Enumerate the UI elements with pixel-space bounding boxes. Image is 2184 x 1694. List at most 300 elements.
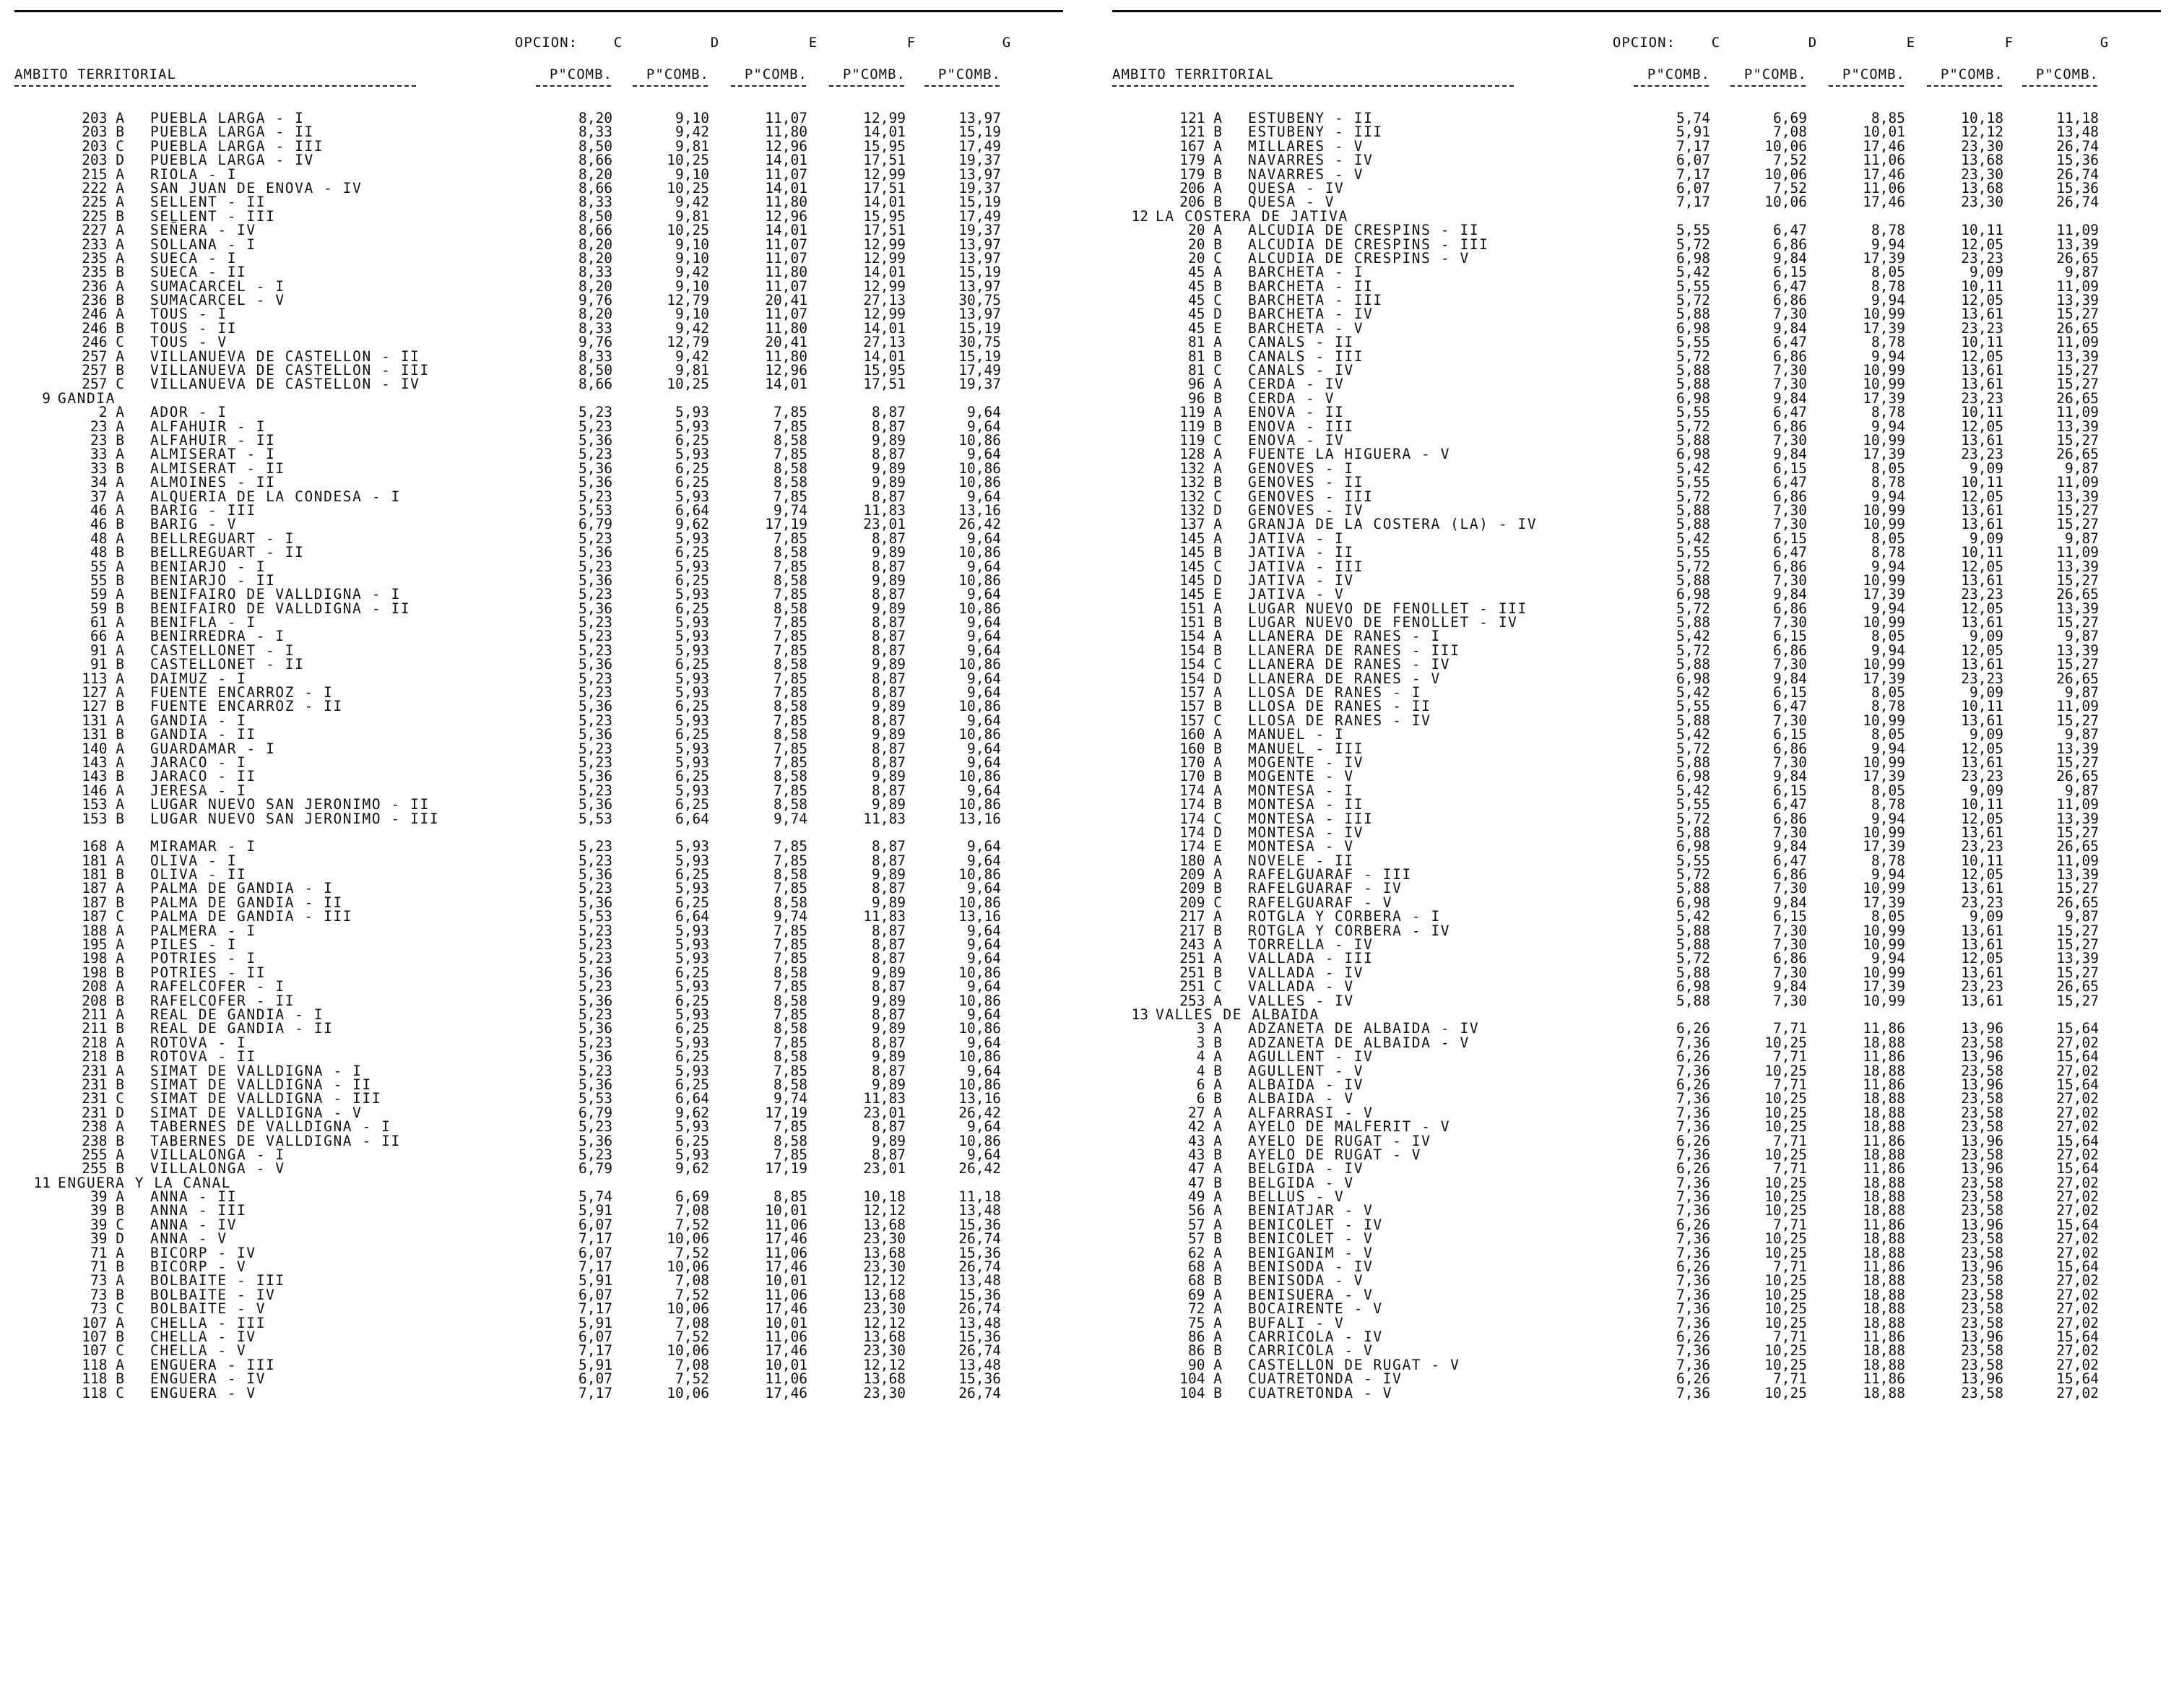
row-name: BENIFLA - I bbox=[150, 614, 256, 631]
value-c: 5,88 bbox=[1676, 376, 1710, 393]
value-e: 8,58 bbox=[774, 656, 807, 673]
value-e: 7,85 bbox=[774, 852, 807, 869]
value-e: 11,07 bbox=[765, 110, 807, 126]
value-c: 6,98 bbox=[1676, 249, 1710, 267]
value-f: 13,96 bbox=[1961, 1160, 2003, 1177]
value-e: 18,88 bbox=[1863, 1104, 1905, 1121]
value-g: 17,49 bbox=[958, 207, 1001, 225]
value-e: 10,99 bbox=[1863, 922, 1905, 939]
value-c: 5,36 bbox=[578, 1076, 612, 1093]
row-name: VALLADA - III bbox=[1248, 950, 1374, 967]
value-e: 8,05 bbox=[1871, 530, 1905, 547]
row-number: 251 bbox=[1179, 964, 1205, 981]
value-g: 9,64 bbox=[967, 586, 1001, 603]
row-number: 145 bbox=[1179, 558, 1205, 575]
value-g: 26,65 bbox=[2056, 446, 2099, 463]
row-name: ALMISERAT - II bbox=[150, 459, 285, 477]
value-g: 13,39 bbox=[2056, 866, 2099, 883]
row-name: CASTELLONET - II bbox=[150, 656, 305, 673]
row-number: 37 bbox=[90, 488, 108, 505]
value-c: 6,98 bbox=[1676, 768, 1710, 785]
row-letter: B bbox=[1213, 389, 1222, 407]
row-name: JERESA - I bbox=[150, 782, 247, 799]
row-number: 39 bbox=[90, 1216, 108, 1233]
value-f: 9,89 bbox=[872, 459, 906, 477]
value-e: 8,58 bbox=[774, 571, 807, 589]
value-g: 27,02 bbox=[2056, 1188, 2099, 1206]
value-c: 6,79 bbox=[578, 516, 612, 533]
value-d: 5,93 bbox=[675, 586, 709, 603]
value-f: 14,01 bbox=[863, 124, 906, 141]
value-d: 10,06 bbox=[1764, 165, 1807, 183]
row-number: 153 bbox=[82, 796, 108, 813]
value-c: 8,20 bbox=[578, 306, 612, 323]
row-number: 198 bbox=[82, 950, 108, 967]
value-g: 10,86 bbox=[958, 1048, 1001, 1066]
value-f: 13,61 bbox=[1961, 656, 2003, 673]
row-letter: B bbox=[1213, 347, 1222, 365]
row-letter: A bbox=[1213, 1202, 1222, 1219]
value-d: 7,30 bbox=[1773, 992, 1807, 1009]
value-c: 7,36 bbox=[1676, 1314, 1710, 1331]
value-c: 5,23 bbox=[578, 446, 612, 463]
row-name: QUESA - IV bbox=[1248, 179, 1345, 196]
row-name: BENIRREDRA - I bbox=[150, 628, 285, 645]
value-c: 8,50 bbox=[578, 362, 612, 379]
value-d: 6,64 bbox=[675, 501, 709, 519]
row-name: GUARDAMAR - I bbox=[150, 740, 276, 757]
value-f: 8,87 bbox=[872, 614, 906, 631]
table-row bbox=[1112, 265, 2167, 279]
row-name: JATIVA - V bbox=[1248, 586, 1345, 603]
row-letter: A bbox=[1213, 1132, 1222, 1149]
value-e: 12,96 bbox=[765, 137, 807, 155]
row-letter: B bbox=[116, 698, 124, 715]
value-f: 15,95 bbox=[863, 137, 906, 155]
value-c: 6,79 bbox=[578, 1160, 612, 1177]
row-number: 154 bbox=[1179, 641, 1205, 659]
value-f: 13,61 bbox=[1961, 936, 2003, 954]
value-g: 13,97 bbox=[958, 235, 1001, 253]
value-g: 13,97 bbox=[958, 277, 1001, 295]
value-e: 11,86 bbox=[1863, 1258, 1905, 1276]
row-letter: A bbox=[1213, 908, 1222, 925]
value-d: 10,25 bbox=[1764, 1272, 1807, 1289]
row-name: SIMAT DE VALLDIGNA - V bbox=[150, 1104, 363, 1121]
value-d: 6,25 bbox=[675, 894, 709, 911]
table-row bbox=[1112, 545, 2167, 559]
value-c: 5,42 bbox=[1676, 782, 1710, 799]
table-row bbox=[14, 699, 1069, 713]
value-f: 23,23 bbox=[1961, 586, 2003, 603]
value-c: 5,36 bbox=[578, 1132, 612, 1149]
row-number: 257 bbox=[82, 362, 108, 379]
value-c: 7,17 bbox=[1676, 137, 1710, 155]
row-letter: A bbox=[1213, 1258, 1222, 1276]
value-f: 12,05 bbox=[1961, 418, 2003, 435]
row-name: GENOVES - IV bbox=[1248, 501, 1364, 519]
row-letter: B bbox=[1213, 235, 1222, 253]
table-row bbox=[14, 1092, 1069, 1105]
option-d: D bbox=[1808, 35, 1818, 51]
value-e: 17,39 bbox=[1863, 838, 1905, 855]
row-name: LLOSA DE RANES - I bbox=[1248, 684, 1422, 701]
value-f: 23,30 bbox=[863, 1342, 906, 1360]
value-f: 11,83 bbox=[863, 501, 906, 519]
ambito-label: AMBITO TERRITORIAL bbox=[1112, 66, 1274, 82]
row-number: 20 bbox=[1188, 222, 1205, 239]
value-g: 26,65 bbox=[2056, 894, 2099, 911]
row-number: 57 bbox=[1188, 1216, 1205, 1233]
left-page bbox=[14, 0, 1069, 1694]
row-name: ANNA - V bbox=[150, 1230, 228, 1248]
row-name: PUEBLA LARGA - III bbox=[150, 137, 324, 155]
table-row bbox=[1112, 1230, 2167, 1248]
table-row bbox=[1112, 1342, 2167, 1360]
value-c: 5,23 bbox=[578, 488, 612, 505]
value-c: 5,23 bbox=[578, 712, 612, 729]
row-number: 3 bbox=[1196, 1020, 1205, 1037]
row-name: FUENTE LA HIGUERA - V bbox=[1248, 446, 1451, 463]
value-f: 13,68 bbox=[1961, 152, 2003, 169]
value-d: 7,71 bbox=[1773, 1258, 1807, 1276]
value-c: 5,36 bbox=[578, 964, 612, 981]
option-g: G bbox=[1002, 35, 1012, 51]
value-d: 6,86 bbox=[1773, 600, 1807, 617]
value-d: 7,08 bbox=[675, 1202, 709, 1219]
value-e: 7,85 bbox=[774, 978, 807, 995]
table-row bbox=[14, 223, 1069, 237]
row-number: 154 bbox=[1179, 656, 1205, 673]
value-g: 10,86 bbox=[958, 1132, 1001, 1149]
value-f: 11,83 bbox=[863, 908, 906, 925]
value-g: 9,87 bbox=[2065, 726, 2099, 743]
row-name: OLIVA - I bbox=[150, 852, 238, 869]
value-d: 6,15 bbox=[1773, 782, 1807, 799]
value-d: 7,30 bbox=[1773, 964, 1807, 981]
value-e: 11,06 bbox=[765, 1244, 807, 1261]
value-c: 5,53 bbox=[578, 1090, 612, 1107]
row-number: 47 bbox=[1188, 1174, 1205, 1191]
value-c: 5,23 bbox=[578, 922, 612, 939]
value-d: 9,10 bbox=[675, 277, 709, 295]
value-d: 7,52 bbox=[1773, 179, 1807, 196]
value-c: 5,23 bbox=[578, 530, 612, 547]
row-letter: A bbox=[1213, 1188, 1222, 1206]
value-e: 8,58 bbox=[774, 431, 807, 449]
value-d: 9,84 bbox=[1773, 978, 1807, 995]
row-number: 62 bbox=[1188, 1244, 1205, 1261]
value-g: 15,36 bbox=[2056, 152, 2099, 169]
value-g: 11,09 bbox=[2056, 277, 2099, 295]
value-c: 5,72 bbox=[1676, 950, 1710, 967]
value-f: 9,89 bbox=[872, 1048, 906, 1066]
value-f: 13,61 bbox=[1961, 571, 2003, 589]
value-c: 6,07 bbox=[578, 1286, 612, 1303]
value-d: 6,25 bbox=[675, 1020, 709, 1037]
row-name: ALBAIDA - V bbox=[1248, 1090, 1354, 1107]
row-letter: A bbox=[1213, 1160, 1222, 1177]
value-e: 8,58 bbox=[774, 768, 807, 785]
row-number: 209 bbox=[1179, 880, 1205, 897]
value-d: 6,69 bbox=[675, 1188, 709, 1206]
value-c: 5,36 bbox=[578, 1048, 612, 1066]
row-letter: A bbox=[116, 586, 124, 603]
value-c: 7,17 bbox=[578, 1342, 612, 1360]
value-g: 27,02 bbox=[2056, 1202, 2099, 1219]
row-name: TOUS - I bbox=[150, 306, 228, 323]
row-letter: A bbox=[1213, 1216, 1222, 1233]
value-d: 9,81 bbox=[675, 362, 709, 379]
value-f: 23,58 bbox=[1961, 1272, 2003, 1289]
row-name: ALMISERAT - I bbox=[150, 446, 276, 463]
row-letter: B bbox=[116, 459, 124, 477]
value-g: 26,74 bbox=[2056, 137, 2099, 155]
value-c: 5,36 bbox=[578, 656, 612, 673]
value-g: 13,97 bbox=[958, 306, 1001, 323]
row-number: 174 bbox=[1179, 824, 1205, 841]
row-name: ANNA - III bbox=[150, 1202, 247, 1219]
row-number: 119 bbox=[1179, 418, 1205, 435]
row-name: RAFELCOFER - II bbox=[150, 992, 295, 1009]
row-name: ALFARRASI - V bbox=[1248, 1104, 1374, 1121]
value-e: 17,39 bbox=[1863, 978, 1905, 995]
value-f: 8,87 bbox=[872, 1146, 906, 1163]
option-e: E bbox=[808, 35, 818, 51]
row-number: 243 bbox=[1179, 936, 1205, 954]
value-e: 9,94 bbox=[1871, 740, 1905, 757]
row-number: 90 bbox=[1188, 1356, 1205, 1373]
table-row bbox=[14, 727, 1069, 741]
value-d: 6,25 bbox=[675, 1132, 709, 1149]
value-c: 5,36 bbox=[578, 726, 612, 743]
value-e: 8,85 bbox=[774, 1188, 807, 1206]
value-c: 6,26 bbox=[1676, 1048, 1710, 1066]
value-c: 5,88 bbox=[1676, 656, 1710, 673]
value-d: 6,15 bbox=[1773, 908, 1807, 925]
row-letter: A bbox=[116, 488, 124, 505]
value-d: 6,86 bbox=[1773, 418, 1807, 435]
value-f: 13,96 bbox=[1961, 1328, 2003, 1345]
value-f: 8,87 bbox=[872, 880, 906, 897]
value-c: 5,42 bbox=[1676, 684, 1710, 701]
table-row bbox=[1112, 1092, 2167, 1105]
value-d: 9,42 bbox=[675, 319, 709, 337]
value-f: 8,87 bbox=[872, 753, 906, 771]
value-d: 7,08 bbox=[1773, 124, 1807, 141]
value-d: 12,79 bbox=[667, 292, 709, 309]
row-name: ENOVA - II bbox=[1248, 404, 1345, 421]
table-row bbox=[1112, 1118, 2167, 1136]
value-d: 6,25 bbox=[675, 600, 709, 617]
row-code bbox=[1141, 1386, 1222, 1400]
table-row bbox=[1112, 377, 2167, 391]
row-letter: A bbox=[116, 782, 124, 799]
row-number: 209 bbox=[1179, 866, 1205, 883]
value-f: 9,89 bbox=[872, 1020, 906, 1037]
value-e: 14,01 bbox=[765, 179, 807, 196]
value-e: 9,74 bbox=[774, 810, 807, 827]
value-d: 5,93 bbox=[675, 404, 709, 421]
value-g: 9,64 bbox=[967, 838, 1001, 855]
value-c: 5,88 bbox=[1676, 880, 1710, 897]
value-e: 9,94 bbox=[1871, 641, 1905, 659]
row-letter: B bbox=[1213, 698, 1222, 715]
value-g: 15,27 bbox=[2056, 516, 2099, 533]
row-letter: B bbox=[116, 207, 124, 225]
value-f: 23,23 bbox=[1961, 894, 2003, 911]
value-f: 8,87 bbox=[872, 684, 906, 701]
row-number: 91 bbox=[90, 656, 108, 673]
value-d: 5,93 bbox=[675, 838, 709, 855]
value-f: 27,13 bbox=[863, 292, 906, 309]
value-e: 10,99 bbox=[1863, 571, 1905, 589]
value-e: 10,01 bbox=[765, 1272, 807, 1289]
row-name: BICORP - IV bbox=[150, 1244, 256, 1261]
value-e: 18,88 bbox=[1863, 1174, 1905, 1191]
value-c: 5,36 bbox=[578, 992, 612, 1009]
row-letter: B bbox=[116, 866, 124, 883]
row-letter: A bbox=[116, 446, 124, 463]
value-f: 9,89 bbox=[872, 992, 906, 1009]
value-e: 10,01 bbox=[1863, 124, 1905, 141]
value-e: 8,58 bbox=[774, 1048, 807, 1066]
value-c: 6,26 bbox=[1676, 1132, 1710, 1149]
value-f: 8,87 bbox=[872, 782, 906, 799]
value-e: 9,94 bbox=[1871, 347, 1905, 365]
row-letter: A bbox=[1213, 782, 1222, 799]
row-number: 174 bbox=[1179, 782, 1205, 799]
row-letter: C bbox=[116, 1216, 124, 1233]
value-d: 10,25 bbox=[1764, 1202, 1807, 1219]
value-c: 6,98 bbox=[1676, 838, 1710, 855]
row-letter: B bbox=[1213, 1272, 1222, 1289]
row-letter: A bbox=[1213, 684, 1222, 701]
row-name: RAFELGUARAF - IV bbox=[1248, 880, 1403, 897]
row-number: 131 bbox=[82, 712, 108, 729]
row-name: MONTESA - III bbox=[1248, 810, 1374, 827]
row-number: 211 bbox=[82, 1020, 108, 1037]
value-e: 7,85 bbox=[774, 838, 807, 855]
value-g: 11,18 bbox=[958, 1188, 1001, 1206]
row-letter: A bbox=[116, 950, 124, 967]
value-c: 5,23 bbox=[578, 978, 612, 995]
table-row bbox=[1112, 1274, 2167, 1287]
row-name: AYELO DE RUGAT - V bbox=[1248, 1146, 1422, 1163]
value-f: 23,30 bbox=[1961, 165, 2003, 183]
row-letter: A bbox=[1213, 1328, 1222, 1345]
table-row bbox=[1112, 657, 2167, 671]
value-g: 27,02 bbox=[2056, 1286, 2099, 1303]
table-row bbox=[14, 1386, 1069, 1400]
value-e: 7,85 bbox=[774, 880, 807, 897]
value-f: 23,01 bbox=[863, 1160, 906, 1177]
value-d: 10,25 bbox=[1764, 1104, 1807, 1121]
value-e: 20,41 bbox=[765, 292, 807, 309]
value-d: 9,84 bbox=[1773, 586, 1807, 603]
value-d: 10,25 bbox=[1764, 1090, 1807, 1107]
value-g: 15,64 bbox=[2056, 1048, 2099, 1066]
table-row bbox=[1112, 1372, 2167, 1386]
row-name: BENIATJAR - V bbox=[1248, 1202, 1374, 1219]
value-e: 8,05 bbox=[1871, 908, 1905, 925]
value-e: 17,39 bbox=[1863, 389, 1905, 407]
table-row bbox=[14, 587, 1069, 601]
value-g: 13,39 bbox=[2056, 235, 2099, 253]
row-letter: B bbox=[116, 992, 124, 1009]
row-code bbox=[43, 1386, 124, 1400]
table-row bbox=[1112, 629, 2167, 643]
value-e: 11,86 bbox=[1863, 1048, 1905, 1066]
value-e: 8,78 bbox=[1871, 404, 1905, 421]
row-name: CANALS - IV bbox=[1248, 362, 1354, 379]
value-e: 11,86 bbox=[1863, 1020, 1905, 1037]
row-letter: B bbox=[116, 1370, 124, 1388]
value-c: 8,33 bbox=[578, 124, 612, 141]
row-name: GANDIA - II bbox=[150, 726, 256, 743]
top-rule bbox=[14, 10, 1063, 12]
row-number: 154 bbox=[1179, 670, 1205, 687]
row-name: LLOSA DE RANES - IV bbox=[1248, 712, 1431, 729]
value-f: 23,58 bbox=[1961, 1188, 2003, 1206]
row-number: 49 bbox=[1188, 1188, 1205, 1206]
value-d: 6,64 bbox=[675, 908, 709, 925]
value-e: 9,94 bbox=[1871, 600, 1905, 617]
row-number: 168 bbox=[82, 838, 108, 855]
value-d: 6,15 bbox=[1773, 726, 1807, 743]
value-e: 10,99 bbox=[1863, 964, 1905, 981]
row-letter: A bbox=[116, 712, 124, 729]
row-letter: A bbox=[1213, 992, 1222, 1009]
row-letter: B bbox=[116, 768, 124, 785]
value-c: 6,26 bbox=[1676, 1328, 1710, 1345]
value-g: 9,64 bbox=[967, 1062, 1001, 1079]
value-g: 15,19 bbox=[958, 319, 1001, 337]
row-name: ALQUERIA DE LA CONDESA - I bbox=[150, 488, 401, 505]
value-e: 18,88 bbox=[1863, 1118, 1905, 1136]
row-name: VILLANUEVA DE CASTELLON - IV bbox=[150, 376, 420, 393]
row-name: JATIVA - I bbox=[1248, 530, 1345, 547]
table-row bbox=[14, 405, 1069, 419]
value-d: 9,84 bbox=[1773, 446, 1807, 463]
value-g: 10,86 bbox=[958, 544, 1001, 561]
value-c: 8,20 bbox=[578, 110, 612, 126]
row-name: RIOLA - I bbox=[150, 165, 238, 183]
value-d: 7,30 bbox=[1773, 571, 1807, 589]
value-f: 12,12 bbox=[863, 1356, 906, 1373]
value-g: 26,65 bbox=[2056, 319, 2099, 337]
value-g: 15,27 bbox=[2056, 501, 2099, 519]
row-name: MONTESA - V bbox=[1248, 838, 1354, 855]
row-number: 257 bbox=[82, 347, 108, 365]
row-name: BENICOLET - V bbox=[1248, 1230, 1374, 1248]
value-d: 6,64 bbox=[675, 810, 709, 827]
row-name: GENOVES - II bbox=[1248, 474, 1364, 491]
value-f: 12,05 bbox=[1961, 641, 2003, 659]
value-e: 11,80 bbox=[765, 319, 807, 337]
col-header-d: P"COMB. bbox=[620, 66, 709, 82]
value-f: 9,89 bbox=[872, 571, 906, 589]
row-name: BENIFAIRO DE VALLDIGNA - I bbox=[150, 586, 401, 603]
value-e: 8,58 bbox=[774, 474, 807, 491]
row-name: ALFAHUIR - II bbox=[150, 431, 276, 449]
row-number: 81 bbox=[1188, 362, 1205, 379]
row-name: GENOVES - I bbox=[1248, 459, 1354, 477]
row-letter: D bbox=[1213, 306, 1222, 323]
value-c: 5,55 bbox=[1676, 334, 1710, 351]
value-e: 8,58 bbox=[774, 1076, 807, 1093]
group-name: VALLES DE ALBAIDA bbox=[1156, 1006, 1320, 1023]
